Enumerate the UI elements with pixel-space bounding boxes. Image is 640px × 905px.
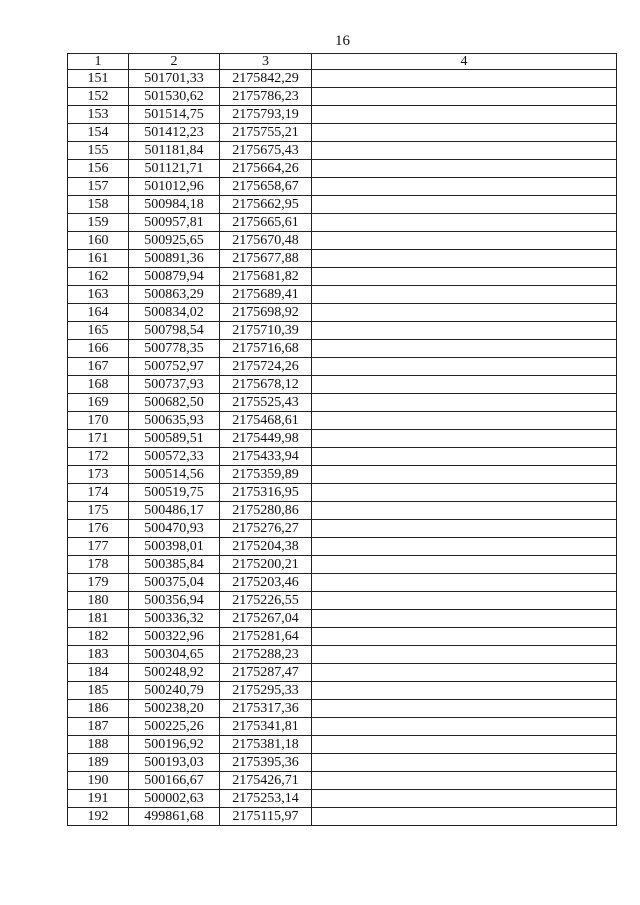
- y-coordinate-cell: 2175287,47: [220, 664, 312, 682]
- point-number-cell: 174: [68, 484, 129, 502]
- point-number-cell: 182: [68, 628, 129, 646]
- x-coordinate-cell: 501514,75: [129, 106, 220, 124]
- y-coordinate-cell: 2175203,46: [220, 574, 312, 592]
- point-number-cell: 167: [68, 358, 129, 376]
- table-row: [68, 538, 617, 556]
- x-coordinate-cell: 500752,97: [129, 358, 220, 376]
- y-coordinate-cell: 2175115,97: [220, 808, 312, 826]
- y-coordinate-cell: 2175204,38: [220, 538, 312, 556]
- table-row: [68, 88, 617, 106]
- note-cell: [312, 142, 617, 160]
- note-cell: [312, 790, 617, 808]
- x-coordinate-cell: 500863,29: [129, 286, 220, 304]
- note-cell: [312, 322, 617, 340]
- note-cell: [312, 502, 617, 520]
- table-row: [68, 106, 617, 124]
- note-cell: [312, 178, 617, 196]
- x-coordinate-cell: 500891,36: [129, 250, 220, 268]
- table-row: [68, 448, 617, 466]
- x-coordinate-cell: 500196,92: [129, 736, 220, 754]
- point-number-cell: 159: [68, 214, 129, 232]
- y-coordinate-cell: 2175317,36: [220, 700, 312, 718]
- y-coordinate-cell: 2175689,41: [220, 286, 312, 304]
- x-coordinate-cell: 500635,93: [129, 412, 220, 430]
- table-row: [68, 592, 617, 610]
- note-cell: [312, 628, 617, 646]
- note-cell: [312, 466, 617, 484]
- x-coordinate-cell: 500193,03: [129, 754, 220, 772]
- point-number-cell: 178: [68, 556, 129, 574]
- point-number-cell: 157: [68, 178, 129, 196]
- x-coordinate-cell: 500514,56: [129, 466, 220, 484]
- point-number-cell: 166: [68, 340, 129, 358]
- table-row: [68, 520, 617, 538]
- point-number-cell: 184: [68, 664, 129, 682]
- table-row: [68, 790, 617, 808]
- note-cell: [312, 556, 617, 574]
- point-number-cell: 169: [68, 394, 129, 412]
- x-coordinate-cell: 501701,33: [129, 70, 220, 88]
- header-row: [68, 54, 617, 70]
- x-coordinate-cell: 500486,17: [129, 502, 220, 520]
- table-row: [68, 574, 617, 592]
- note-cell: [312, 664, 617, 682]
- note-cell: [312, 376, 617, 394]
- point-number-cell: 153: [68, 106, 129, 124]
- note-cell: [312, 394, 617, 412]
- x-coordinate-cell: 499861,68: [129, 808, 220, 826]
- table-row: [68, 412, 617, 430]
- point-number-cell: 160: [68, 232, 129, 250]
- note-cell: [312, 70, 617, 88]
- y-coordinate-cell: 2175716,68: [220, 340, 312, 358]
- x-coordinate-cell: 500572,33: [129, 448, 220, 466]
- note-cell: [312, 592, 617, 610]
- y-coordinate-cell: 2175698,92: [220, 304, 312, 322]
- y-coordinate-cell: 2175426,71: [220, 772, 312, 790]
- table-row: [68, 340, 617, 358]
- note-cell: [312, 682, 617, 700]
- note-cell: [312, 520, 617, 538]
- note-cell: [312, 304, 617, 322]
- y-coordinate-cell: 2175675,43: [220, 142, 312, 160]
- note-cell: [312, 160, 617, 178]
- x-coordinate-cell: 500398,01: [129, 538, 220, 556]
- table-row: [68, 628, 617, 646]
- note-cell: [312, 88, 617, 106]
- point-number-cell: 172: [68, 448, 129, 466]
- table-row: [68, 718, 617, 736]
- y-coordinate-cell: 2175710,39: [220, 322, 312, 340]
- y-coordinate-cell: 2175316,95: [220, 484, 312, 502]
- table-row: [68, 304, 617, 322]
- point-number-cell: 156: [68, 160, 129, 178]
- y-coordinate-cell: 2175341,81: [220, 718, 312, 736]
- y-coordinate-cell: 2175755,21: [220, 124, 312, 142]
- page-number: 16: [335, 33, 350, 49]
- x-coordinate-cell: 500248,92: [129, 664, 220, 682]
- note-cell: [312, 646, 617, 664]
- note-cell: [312, 268, 617, 286]
- table-body: [68, 70, 617, 826]
- x-coordinate-cell: 500375,04: [129, 574, 220, 592]
- note-cell: [312, 610, 617, 628]
- table-row: [68, 124, 617, 142]
- note-cell: [312, 358, 617, 376]
- y-coordinate-cell: 2175449,98: [220, 430, 312, 448]
- x-coordinate-cell: 500304,65: [129, 646, 220, 664]
- y-coordinate-cell: 2175525,43: [220, 394, 312, 412]
- point-number-cell: 161: [68, 250, 129, 268]
- x-coordinate-cell: 500225,26: [129, 718, 220, 736]
- table-row: [68, 610, 617, 628]
- table-row: [68, 160, 617, 178]
- table-row: [68, 466, 617, 484]
- table-row: [68, 214, 617, 232]
- table-row: [68, 736, 617, 754]
- note-cell: [312, 340, 617, 358]
- note-cell: [312, 754, 617, 772]
- table-row: [68, 196, 617, 214]
- point-number-cell: 185: [68, 682, 129, 700]
- note-cell: [312, 700, 617, 718]
- table-row: [68, 484, 617, 502]
- y-coordinate-cell: 2175662,95: [220, 196, 312, 214]
- note-cell: [312, 538, 617, 556]
- y-coordinate-cell: 2175468,61: [220, 412, 312, 430]
- table-row: [68, 376, 617, 394]
- y-coordinate-cell: 2175253,14: [220, 790, 312, 808]
- y-coordinate-cell: 2175433,94: [220, 448, 312, 466]
- point-number-cell: 192: [68, 808, 129, 826]
- y-coordinate-cell: 2175677,88: [220, 250, 312, 268]
- table-row: [68, 664, 617, 682]
- point-number-cell: 190: [68, 772, 129, 790]
- y-coordinate-cell: 2175281,64: [220, 628, 312, 646]
- note-cell: [312, 196, 617, 214]
- x-coordinate-cell: 500238,20: [129, 700, 220, 718]
- point-number-cell: 191: [68, 790, 129, 808]
- note-cell: [312, 124, 617, 142]
- y-coordinate-cell: 2175681,82: [220, 268, 312, 286]
- table-row: [68, 646, 617, 664]
- note-cell: [312, 736, 617, 754]
- table-row: [68, 754, 617, 772]
- point-number-cell: 175: [68, 502, 129, 520]
- point-number-cell: 158: [68, 196, 129, 214]
- point-number-cell: 187: [68, 718, 129, 736]
- y-coordinate-cell: 2175288,23: [220, 646, 312, 664]
- point-number-cell: 186: [68, 700, 129, 718]
- note-cell: [312, 286, 617, 304]
- y-coordinate-cell: 2175280,86: [220, 502, 312, 520]
- table-row: [68, 808, 617, 826]
- note-cell: [312, 430, 617, 448]
- point-number-cell: 163: [68, 286, 129, 304]
- column-header: 3: [220, 54, 312, 70]
- point-number-cell: 162: [68, 268, 129, 286]
- y-coordinate-cell: 2175359,89: [220, 466, 312, 484]
- note-cell: [312, 106, 617, 124]
- note-cell: [312, 448, 617, 466]
- x-coordinate-cell: 501181,84: [129, 142, 220, 160]
- column-header: 2: [129, 54, 220, 70]
- point-number-cell: 170: [68, 412, 129, 430]
- point-number-cell: 152: [68, 88, 129, 106]
- y-coordinate-cell: 2175658,67: [220, 178, 312, 196]
- y-coordinate-cell: 2175381,18: [220, 736, 312, 754]
- x-coordinate-cell: 500834,02: [129, 304, 220, 322]
- note-cell: [312, 718, 617, 736]
- note-cell: [312, 412, 617, 430]
- note-cell: [312, 574, 617, 592]
- note-cell: [312, 808, 617, 826]
- column-header: 4: [312, 54, 617, 70]
- table-row: [68, 178, 617, 196]
- point-number-cell: 176: [68, 520, 129, 538]
- x-coordinate-cell: 500519,75: [129, 484, 220, 502]
- point-number-cell: 173: [68, 466, 129, 484]
- note-cell: [312, 484, 617, 502]
- table-row: [68, 358, 617, 376]
- x-coordinate-cell: 501012,96: [129, 178, 220, 196]
- y-coordinate-cell: 2175395,36: [220, 754, 312, 772]
- coordinates-table: [67, 53, 617, 826]
- column-header: 1: [68, 54, 129, 70]
- table-row: [68, 772, 617, 790]
- y-coordinate-cell: 2175842,29: [220, 70, 312, 88]
- y-coordinate-cell: 2175267,04: [220, 610, 312, 628]
- x-coordinate-cell: 500737,93: [129, 376, 220, 394]
- point-number-cell: 165: [68, 322, 129, 340]
- x-coordinate-cell: 500322,96: [129, 628, 220, 646]
- x-coordinate-cell: 501530,62: [129, 88, 220, 106]
- table-row: [68, 286, 617, 304]
- point-number-cell: 181: [68, 610, 129, 628]
- table-row: [68, 232, 617, 250]
- x-coordinate-cell: 500589,51: [129, 430, 220, 448]
- x-coordinate-cell: 500470,93: [129, 520, 220, 538]
- y-coordinate-cell: 2175670,48: [220, 232, 312, 250]
- table-row: [68, 556, 617, 574]
- point-number-cell: 179: [68, 574, 129, 592]
- point-number-cell: 188: [68, 736, 129, 754]
- x-coordinate-cell: 501412,23: [129, 124, 220, 142]
- table-row: [68, 394, 617, 412]
- y-coordinate-cell: 2175664,26: [220, 160, 312, 178]
- point-number-cell: 171: [68, 430, 129, 448]
- x-coordinate-cell: 500879,94: [129, 268, 220, 286]
- point-number-cell: 151: [68, 70, 129, 88]
- point-number-cell: 164: [68, 304, 129, 322]
- x-coordinate-cell: 500682,50: [129, 394, 220, 412]
- table-row: [68, 700, 617, 718]
- y-coordinate-cell: 2175786,23: [220, 88, 312, 106]
- table-row: [68, 430, 617, 448]
- y-coordinate-cell: 2175200,21: [220, 556, 312, 574]
- x-coordinate-cell: 501121,71: [129, 160, 220, 178]
- table-row: [68, 322, 617, 340]
- note-cell: [312, 232, 617, 250]
- note-cell: [312, 772, 617, 790]
- x-coordinate-cell: 500002,63: [129, 790, 220, 808]
- x-coordinate-cell: 500778,35: [129, 340, 220, 358]
- x-coordinate-cell: 500984,18: [129, 196, 220, 214]
- y-coordinate-cell: 2175678,12: [220, 376, 312, 394]
- point-number-cell: 154: [68, 124, 129, 142]
- point-number-cell: 177: [68, 538, 129, 556]
- y-coordinate-cell: 2175793,19: [220, 106, 312, 124]
- note-cell: [312, 250, 617, 268]
- table-row: [68, 142, 617, 160]
- y-coordinate-cell: 2175226,55: [220, 592, 312, 610]
- y-coordinate-cell: 2175724,26: [220, 358, 312, 376]
- table-row: [68, 268, 617, 286]
- table-row: [68, 682, 617, 700]
- point-number-cell: 183: [68, 646, 129, 664]
- point-number-cell: 155: [68, 142, 129, 160]
- x-coordinate-cell: 500798,54: [129, 322, 220, 340]
- x-coordinate-cell: 500356,94: [129, 592, 220, 610]
- table-row: [68, 502, 617, 520]
- point-number-cell: 189: [68, 754, 129, 772]
- x-coordinate-cell: 500957,81: [129, 214, 220, 232]
- point-number-cell: 168: [68, 376, 129, 394]
- x-coordinate-cell: 500240,79: [129, 682, 220, 700]
- table-row: [68, 250, 617, 268]
- x-coordinate-cell: 500925,65: [129, 232, 220, 250]
- x-coordinate-cell: 500166,67: [129, 772, 220, 790]
- x-coordinate-cell: 500336,32: [129, 610, 220, 628]
- x-coordinate-cell: 500385,84: [129, 556, 220, 574]
- y-coordinate-cell: 2175276,27: [220, 520, 312, 538]
- table-row: [68, 70, 617, 88]
- y-coordinate-cell: 2175665,61: [220, 214, 312, 232]
- y-coordinate-cell: 2175295,33: [220, 682, 312, 700]
- note-cell: [312, 214, 617, 232]
- point-number-cell: 180: [68, 592, 129, 610]
